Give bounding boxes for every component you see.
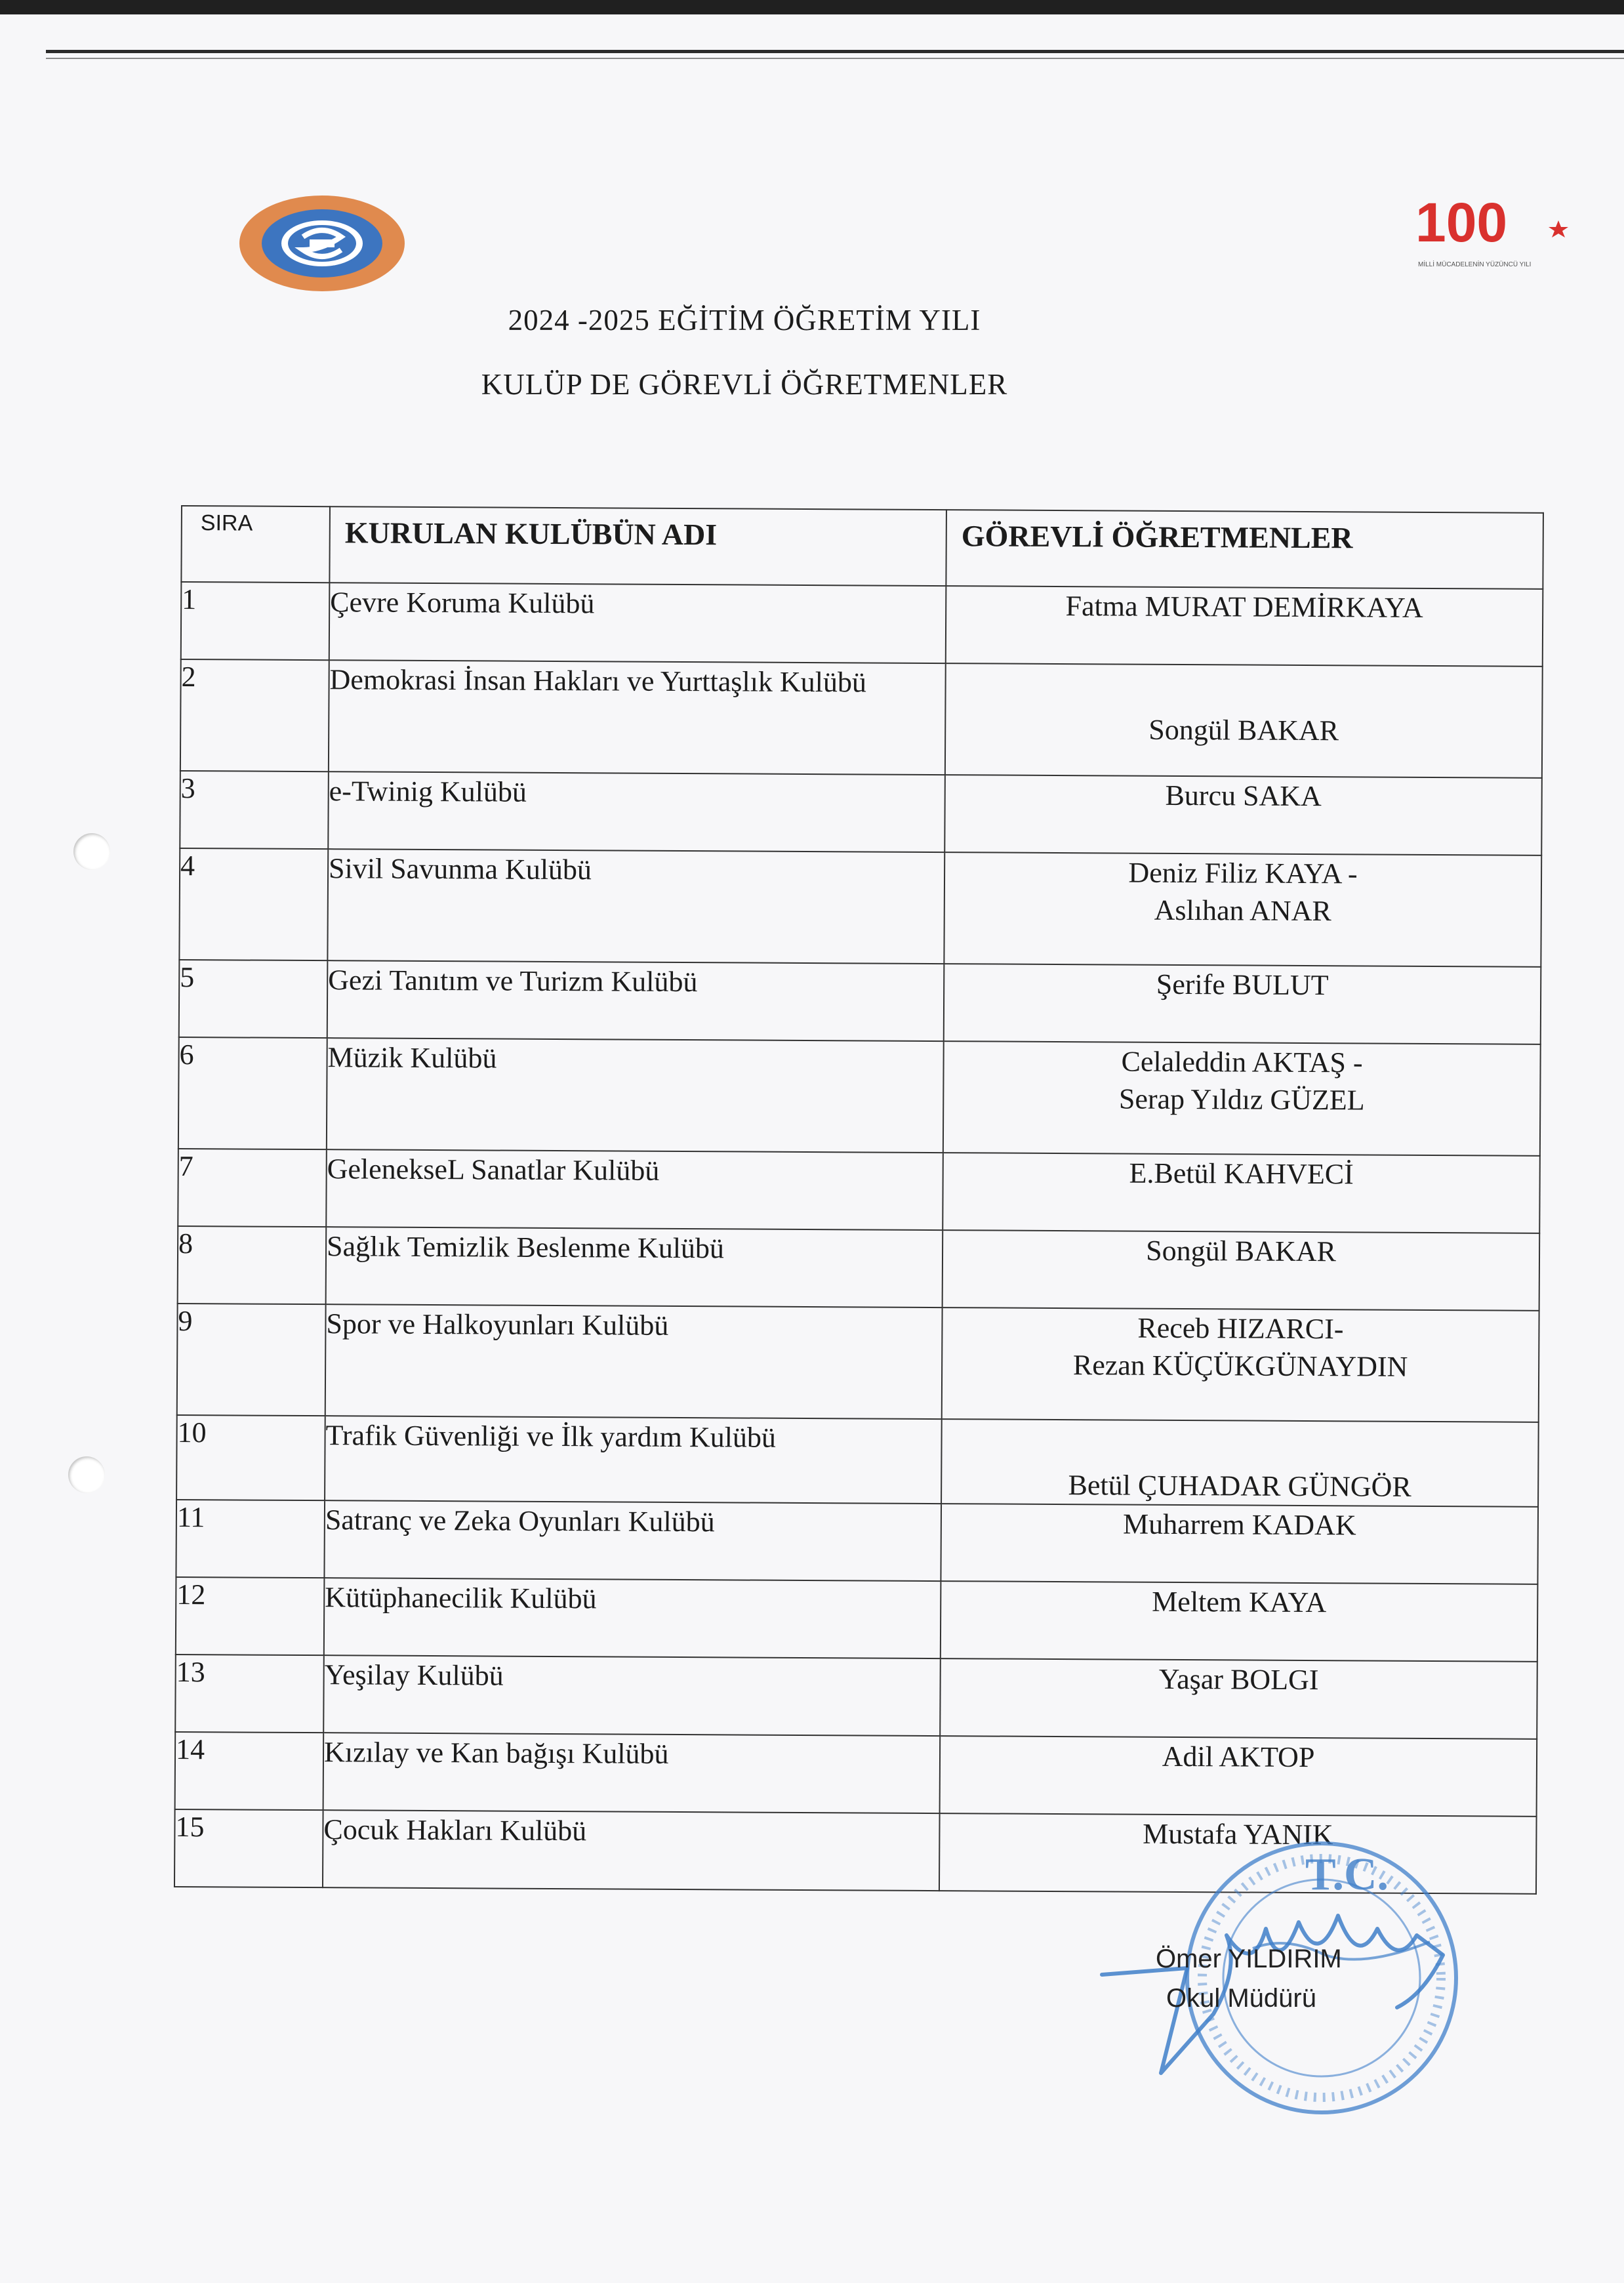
- row-number: 11: [176, 1500, 325, 1578]
- club-name: Spor ve Halkoyunları Kulübü: [325, 1304, 943, 1419]
- centennial-mark: 100: [1415, 192, 1508, 253]
- row-number: 14: [175, 1732, 324, 1810]
- table-row: [178, 1037, 1541, 1156]
- table-row: [181, 582, 1543, 667]
- table-row: [177, 1304, 1539, 1422]
- teacher-name: E.Betül KAHVECİ: [943, 1153, 1540, 1233]
- table-row: [179, 960, 1541, 1044]
- scan-top-edge: [0, 0, 1624, 14]
- row-number: 13: [175, 1655, 324, 1733]
- club-name: e-Twinig Kulübü: [328, 771, 945, 852]
- club-name: Çevre Koruma Kulübü: [329, 583, 946, 663]
- table-header-row: [181, 506, 1543, 589]
- header-rule-thin: [46, 58, 1624, 59]
- header-rule: [46, 50, 1624, 53]
- table-row: [179, 848, 1541, 967]
- school-seal-logo: [237, 194, 407, 293]
- teacher-name: Meltem KAYA: [941, 1581, 1538, 1662]
- row-number: 6: [178, 1037, 327, 1149]
- row-number: 9: [177, 1304, 326, 1416]
- document-subtitle: KULÜP DE GÖREVLİ ÖĞRETMENLER: [481, 368, 1008, 401]
- stamp-tc: T.C.: [1305, 1849, 1389, 1900]
- signature-scribble: [1089, 1857, 1482, 2093]
- club-name: GeleneksеL Sanatlar Kulübü: [326, 1149, 943, 1230]
- table-row: [175, 1655, 1537, 1739]
- table-row: [180, 771, 1542, 855]
- header-teachers: GÖREVLİ ÖĞRETMENLER: [946, 510, 1543, 589]
- table-row: [178, 1226, 1540, 1311]
- header-sira: SIRA: [181, 506, 330, 583]
- row-number: 15: [174, 1809, 323, 1887]
- clubs-table: [174, 505, 1544, 1895]
- header-club-name: KURULAN KULÜBÜN ADI: [329, 506, 946, 586]
- club-name: Müzik Kulübü: [327, 1038, 944, 1153]
- club-name: Kütüphanecilik Kulübü: [324, 1578, 941, 1658]
- principal-title: Okul Müdürü: [1166, 1984, 1316, 2013]
- row-number: 1: [181, 582, 330, 660]
- teacher-name: Deniz Filiz KAYA - Aslıhan ANAR: [944, 852, 1541, 967]
- row-number: 4: [179, 848, 328, 960]
- teacher-name: Muharrem KADAK: [941, 1504, 1538, 1584]
- teacher-name: Betül ÇUHADAR GÜNGÖR: [941, 1419, 1539, 1507]
- club-name: Trafik Güvenliği ve İlk yardım Kulübü: [325, 1416, 942, 1504]
- club-name: Demokrasi İnsan Hakları ve Yurttaşlık Kulübü: [329, 660, 946, 775]
- teacher-name: Şerife BULUT: [944, 964, 1541, 1044]
- table-row: [180, 659, 1543, 778]
- row-number: 8: [178, 1226, 327, 1304]
- club-name: Sivil Savunma Kulübü: [327, 849, 944, 964]
- club-name: Yeşilay Kulübü: [323, 1655, 941, 1736]
- club-name: Sağlık Temizlik Beslenme Kulübü: [326, 1227, 943, 1307]
- club-name: Çocuk Hakları Kulübü: [323, 1810, 940, 1891]
- table-row: [176, 1415, 1539, 1507]
- row-number: 10: [176, 1415, 325, 1500]
- teacher-name: Songül BAKAR: [945, 663, 1543, 778]
- teacher-name: Celaleddin AKTAŞ - Serap Yıldız GÜZEL: [943, 1041, 1541, 1156]
- row-number: 2: [180, 659, 329, 771]
- row-number: 3: [180, 771, 329, 849]
- row-number: 5: [179, 960, 328, 1038]
- club-name: Gezi Tanıtım ve Turizm Kulübü: [327, 960, 944, 1041]
- punch-hole: [68, 1456, 105, 1493]
- table-row: [176, 1577, 1538, 1662]
- row-number: 12: [176, 1577, 325, 1655]
- teacher-name: Yaşar BOLGI: [940, 1658, 1537, 1739]
- club-name: Kızılay ve Kan bağışı Kulübü: [323, 1733, 941, 1813]
- table-row: [178, 1149, 1540, 1233]
- centennial-logo: [1409, 189, 1573, 274]
- teacher-name: Songül BAKAR: [943, 1230, 1540, 1311]
- teacher-name: Burcu SAKA: [944, 775, 1542, 855]
- teacher-name: Fatma MURAT DEMİRKAYA: [946, 586, 1543, 667]
- club-name: Satranç ve Zeka Oyunları Kulübü: [324, 1500, 941, 1581]
- table-row: [175, 1732, 1537, 1817]
- document-title: 2024 -2025 EĞİTİM ÖĞRETİM YILI: [508, 304, 981, 337]
- teacher-name: Adil AKTOP: [940, 1736, 1537, 1817]
- table-row: [176, 1500, 1538, 1584]
- teacher-name: Receb HIZARCI- Rezan KÜÇÜKGÜNAYDIN: [942, 1307, 1539, 1422]
- row-number: 7: [178, 1149, 327, 1227]
- principal-name: Ömer YILDIRIM: [1156, 1944, 1342, 1973]
- centennial-caption: MİLLİ MÜCADELENİN YÜZÜNCÜ YILI: [1418, 261, 1532, 268]
- punch-hole: [73, 833, 110, 870]
- teacher-name: Mustafa YANIK: [939, 1813, 1537, 1894]
